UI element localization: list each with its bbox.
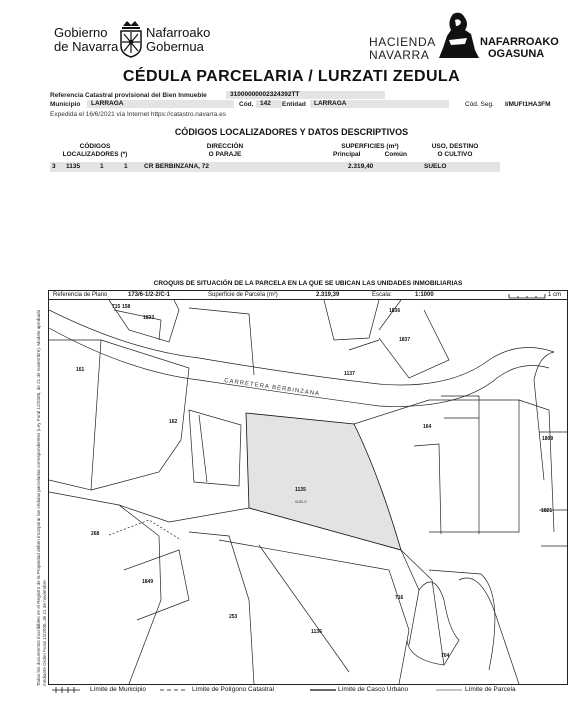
legend-parcela: Límite de Parcela [465,686,516,693]
label-253: 253 [229,614,238,620]
label-161: 161 [76,367,85,373]
map-info-bar [48,290,568,300]
hacienda-navarra: HACIENDA NAVARRA [369,35,436,62]
superficie-principal: 2.319,40 [348,163,374,170]
legend-municipio: Límite de Municipio [90,686,146,693]
label-162: 162 [169,419,178,425]
legend-casco-line-icon [310,687,336,693]
uso-value: SUELO [424,163,447,170]
parcel-1135-shape [246,413,401,550]
code-2: 1135 [66,163,81,170]
expedida-line: Expedida el 16/6/2021 vía Internet https://catastro.navarra.es [50,111,226,118]
label-1809: 1809 [542,436,554,442]
col-uso: USO, DESTINO O CULTIVO [431,143,479,158]
municipio-value: LARRAGA [87,100,234,108]
ref-plano-label: Referencia de Plano [53,292,108,298]
codseg-label: Cód. Seg. [465,101,494,108]
escala-label: Escala: [372,292,392,298]
label-716: 716 [395,595,404,601]
legend-poligono-line-icon [160,687,188,693]
legal-side-note: Todos los documentos inscribibles en el Registro de la Propiedad deben incorporar las cédulas parcelarias correspondientes (Ley Foral 12/2006, de 21 de noviembre). Modelo aprobado mediante Orden Foral 12/2006, de 21 de noviembre [36,309,47,686]
road-label: CARRETERA BERBINZANA [223,378,321,398]
page-title: CÉDULA PARCELARIA / LURZATI ZEDULA [122,68,461,85]
superficie-parcela-label: Superficie de Parcela (m²) [208,292,278,298]
code-4: 1 [124,163,128,170]
label-1837: 1837 [399,337,411,343]
label-158: 158 [122,304,131,310]
superficie-parcela-value: 2.319,39 [316,292,340,298]
cod-label: Cód. [239,101,254,108]
col-direccion: DIRECCIÓN O PARAJE [206,143,244,158]
label-164: 164 [423,424,432,430]
ref-catastral-value: 31000000002324392TT [226,91,385,99]
ref-catastral-row: Referencia Catastral provisional del Bien Inmueble [50,92,207,99]
navarra-crest-icon [118,18,144,58]
legend-casco: Límite de Casco Urbano [338,686,409,693]
label-1135: 1135 [295,487,306,493]
entidad-value: LARRAGA [310,100,449,108]
label-1833: 1833 [143,315,155,321]
hacienda-figure-logo-icon [435,10,481,60]
col-codigos: CÓDIGOS LOCALIZADORES (*) [62,143,128,158]
cod-value: 142 [256,100,282,108]
code-1: 3 [52,163,56,170]
legend-poligono: Límite de Polígono Catastral [192,686,275,693]
label-1821: 1821 [541,508,553,514]
code-3: 1 [100,163,104,170]
label-715: 715 [112,304,121,310]
label-1137: 1137 [344,371,355,377]
municipio-label: Municipio [50,101,81,108]
gobierno-navarra-es: Gobierno de Navarra [54,25,119,54]
direccion-value: CR BERBINZANA, 72 [144,163,210,170]
label-268: 268 [91,531,100,537]
entidad-label: Entidad [282,101,306,108]
label-704: 704 [441,653,450,659]
ref-plano-value: 173/6-1/2-2/C-1 [128,292,171,298]
col-superficies: SUPERFICIES (m²) Principal Común [333,143,407,158]
label-1836: 1836 [389,308,401,314]
scale-unit: 1 cm [548,292,562,298]
legend-parcela-line-icon [436,687,462,693]
gobierno-navarra-eu: Nafarroako Gobernua [146,25,211,54]
label-1135-sub: SUELO [295,500,307,504]
scale-bar-icon [508,292,546,299]
nafarroako-ogasuna: NAFARROAKO OGASUNA [480,36,559,60]
codigos-section-title: CÓDIGOS LOCALIZADORES Y DATOS DESCRIPTIVOS [174,127,409,137]
codseg-value: I/MUFI1HA3FM [505,101,551,108]
parcel-map [49,300,567,684]
croquis-title: CROQUIS DE SITUACIÓN DE LA PARCELA EN LA QUE SE UBICAN LAS UNIDADES INMOBILIARIAS [153,280,463,287]
label-1136: 1136 [311,629,322,635]
escala-value: 1:1000 [415,292,434,298]
legend-municipio-line-icon [52,687,80,693]
label-1849: 1849 [142,579,154,585]
